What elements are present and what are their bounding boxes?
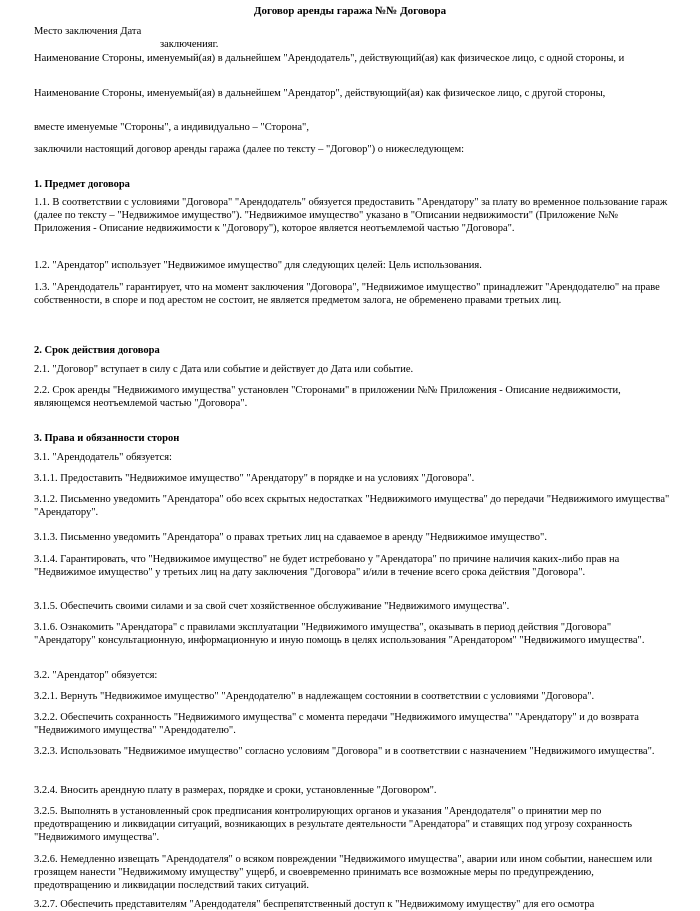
place-date-line: Место заключения Дата bbox=[34, 26, 142, 37]
section-paragraph: 3.2.5. Выполнять в установленный срок предписания контролирующих органов и указания "Арендодателя" о принятии мер по предотвращению и ликвидации ситуаций, возникающих в результате деятельности "Арендатора" и ставящих под угрозу сохранность "Недвижимого имущества". bbox=[34, 806, 633, 843]
intro-paragraph: Наименование Стороны, именуемый(ая) в дальнейшем "Арендодатель", действующий(ая) как физическое лицо, с одной стороны, и bbox=[34, 53, 625, 64]
section-paragraph: 3.1.2. Письменно уведомить "Арендатора" обо всех скрытых недостатках "Недвижимого имущества" до передачи "Недвижимого имущества" "Арендатору". bbox=[34, 494, 670, 518]
section-paragraph: 3.2.6. Немедленно извещать "Арендодателя" о всяком повреждении "Недвижимого имущества", аварии или ином событии, нанесшем или грозящем нанести "Недвижимому имуществу" ущерб, и своевременно принимать все возможные меры по предупреждению, предотвращению и ликвидации последствий таких ситуаций. bbox=[34, 854, 653, 891]
intro-paragraph: вместе именуемые "Стороны", а индивидуально – "Сторона", bbox=[34, 122, 309, 133]
intro-paragraph: заключили настоящий договор аренды гаража (далее по тексту – "Договор") о нижеследующем: bbox=[34, 144, 465, 155]
section-paragraph: 3.1.6. Ознакомить "Арендатора" с правилами эксплуатации "Недвижимого имущества", оказывать в период действия "Договора" "Арендатору" консультационную, информационную и иную помощь в целях использования "Арендатором" "Недвижимого имущества". bbox=[34, 622, 645, 646]
section-paragraph: 3.1.1. Предоставить "Недвижимое имущество" "Арендатору" в порядке и на условиях "Договора". bbox=[34, 473, 475, 484]
section-paragraph: 1.1. В соответствии с условиями "Договора" "Арендодатель" обязуется предоставить "Арендатору" за плату во временное пользование гараж (далее по тексту – "Недвижимое имущество"). "Недвижимое имущество" указано в "Описании недвижимости" (Приложение №№ Приложения - Описание недвижимости к "Договору"), которое является неотъемлемой частью "Договора". bbox=[34, 197, 668, 234]
section-heading: 3. Права и обязанности сторон bbox=[34, 433, 180, 444]
section-paragraph: 3.1.4. Гарантировать, что "Недвижимое имущество" не будет истребовано у "Арендатора" по причине наличия каких-либо прав на "Недвижимое имущество" у третьих лиц на дату заключения "Договора" и/или в течение всего срока действия "Договора". bbox=[34, 554, 620, 578]
section-paragraph: 1.3. "Арендодатель" гарантирует, что на момент заключения "Договора", "Недвижимое имущество" принадлежит "Арендодателю" на праве собственности, в споре и под арестом не состоит, не является предметом залога, не обременено правами третьих лиц. bbox=[34, 282, 660, 306]
section-paragraph: 3.2.4. Вносить арендную плату в размерах, порядке и сроки, установленные "Договором". bbox=[34, 785, 437, 796]
section-paragraph: 3.1. "Арендодатель" обязуется: bbox=[34, 452, 172, 463]
place-date-line-2: заключенияг. bbox=[160, 39, 219, 50]
section-paragraph: 3.2.3. Использовать "Недвижимое имущество" согласно условиям "Договора" и в соответствии с назначением "Недвижимого имущества". bbox=[34, 746, 655, 757]
section-paragraph: 3.2.2. Обеспечить сохранность "Недвижимого имущества" с момента передачи "Недвижимого имущества" "Арендатору" и до возврата "Недвижимого имущества" "Арендодателю". bbox=[34, 712, 639, 736]
section-paragraph: 3.2.1. Вернуть "Недвижимое имущество" "Арендодателю" в надлежащем состоянии в соответствии с условиями "Договора". bbox=[34, 691, 595, 702]
section-paragraph: 3.2.7. Обеспечить представителям "Арендодателя" беспрепятственный доступ к "Недвижимому имуществу" для его осмотра bbox=[34, 899, 595, 910]
section-heading: 1. Предмет договора bbox=[34, 179, 130, 190]
section-paragraph: 1.2. "Арендатор" использует "Недвижимое имущество" для следующих целей: Цель использования. bbox=[34, 260, 482, 271]
section-heading: 2. Срок действия договора bbox=[34, 345, 160, 356]
intro-paragraph: Наименование Стороны, именуемый(ая) в дальнейшем "Арендатор", действующий(ая) как физическое лицо, с другой стороны, bbox=[34, 88, 606, 99]
section-paragraph: 3.1.3. Письменно уведомить "Арендатора" о правах третьих лиц на сдаваемое в аренду "Недвижимое имущество". bbox=[34, 532, 547, 543]
section-paragraph: 2.2. Срок аренды "Недвижимого имущества" установлен "Сторонами" в приложении №№ Приложения - Описание недвижимости, являющемся неотъемлемой частью "Договора". bbox=[34, 385, 621, 409]
section-paragraph: 3.1.5. Обеспечить своими силами и за свой счет хозяйственное обслуживание "Недвижимого имущества". bbox=[34, 601, 510, 612]
section-paragraph: 3.2. "Арендатор" обязуется: bbox=[34, 670, 158, 681]
section-paragraph: 2.1. "Договор" вступает в силу с Дата или событие и действует до Дата или событие. bbox=[34, 364, 414, 375]
document-title: Договор аренды гаража №№ Договора bbox=[253, 5, 447, 17]
